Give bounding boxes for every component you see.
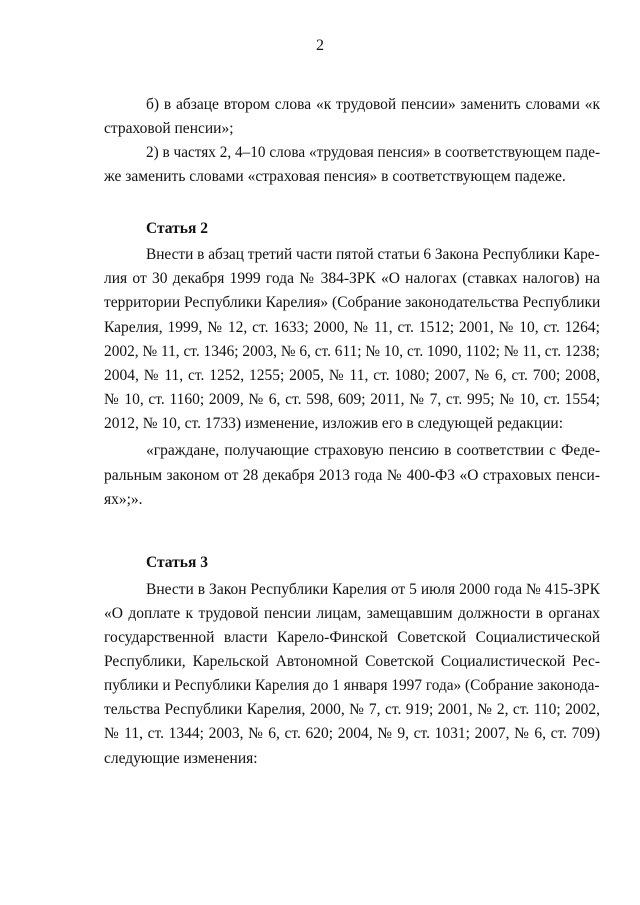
paragraph-line: 2002, № 11, ст. 1346; 2003, № 6, ст. 611; № 10, ст. 1090, 1102; № 11, ст. 1238; [104,343,600,360]
paragraph-line: тельства Республики Карелия, 2000, № 7, ст. 919; 2001, № 2, ст. 110; 2002, [104,701,600,718]
paragraph-line: лия от 30 декабря 1999 года № 384-ЗРК «О налогах (ставках налогов) на [104,270,600,287]
paragraph-line: Внести в абзац третий части пятой статьи 6 Закона Республики Каре- [146,246,600,263]
paragraph-line: территории Республики Карелия» (Собрание законодательства Республики [104,294,601,311]
paragraph-line: следующие изменения: [104,750,258,767]
paragraph-line: № 10, ст. 1160; 2009, № 6, ст. 598, 609; 2011, № 7, ст. 995; № 10, ст. 1554; [104,391,600,408]
paragraph-line: государственной власти Карело-Финской Советской Социалистической [104,629,600,646]
paragraph-line: № 11, ст. 1344; 2003, № 6, ст. 620; 2004, № 9, ст. 1031; 2007, № 6, ст. 709) [104,725,600,742]
article-heading: Статья 2 [146,220,208,237]
paragraph-line: ях»;». [104,491,143,508]
paragraph-line: публики и Республики Карелия до 1 января 1997 года» (Собрание законода- [104,677,600,694]
article-heading: Статья 3 [146,554,208,571]
paragraph-line: «граждане, получающие страховую пенсию в соответствии с Феде- [146,442,600,459]
paragraph-line: ральным законом от 28 декабря 2013 года № 400-ФЗ «О страховых пенси- [104,467,600,484]
paragraph-line: же заменить словами «страховая пенсия» в соответствующем падеже. [104,168,566,185]
paragraph-line: 2012, № 10, ст. 1733) изменение, изложив его в следующей редакции: [104,415,564,432]
paragraph-line: Карелия, 1999, № 12, ст. 1633; 2000, № 11, ст. 1512; 2001, № 10, ст. 1264; [104,319,600,336]
paragraph-line: «О доплате к трудовой пенсии лицам, замещавшим должности в органах [104,605,600,622]
paragraph-line: Республики, Карельской Автономной Советской Социалистической Рес- [104,653,600,670]
paragraph-line: 2) в частях 2, 4–10 слова «трудовая пенсия» в соответствующем паде- [146,144,601,161]
paragraph-line: страховой пенсии»; [104,120,234,137]
paragraph-line: 2004, № 11, ст. 1252, 1255; 2005, № 11, ст. 1080; 2007, № 6, ст. 700; 2008, [104,367,600,384]
paragraph-line: б) в абзаце втором слова «к трудовой пенсии» заменить словами «к [146,96,600,113]
page-number: 2 [316,37,324,54]
paragraph-line: Внести в Закон Республики Карелия от 5 июля 2000 года № 415-ЗРК [146,581,600,598]
